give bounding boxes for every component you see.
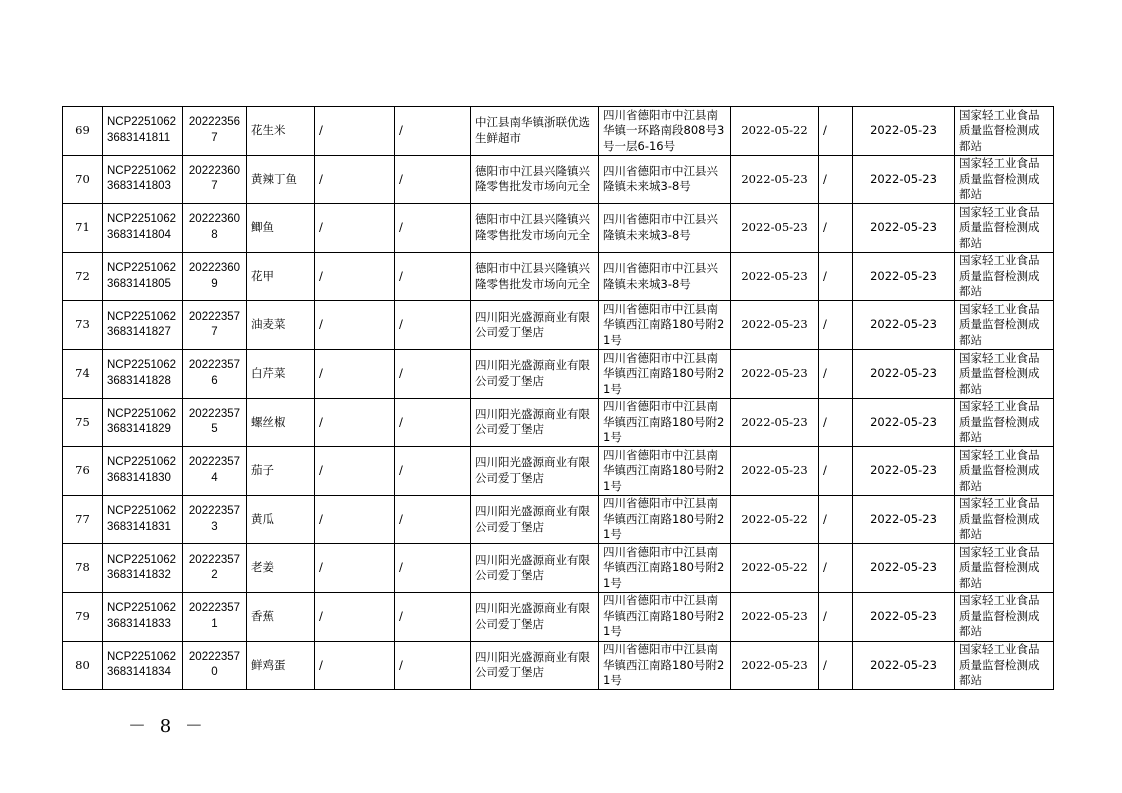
sampling-results-table (62, 106, 1054, 690)
cell-spec: / (315, 252, 395, 301)
cell-sampled-unit: 四川阳光盛源商业有限公司爱丁堡店 (471, 398, 599, 447)
cell-sample-code: NCP2251062 3683141811 (103, 107, 183, 156)
cell-brand: / (395, 495, 471, 544)
cell-brand: / (395, 301, 471, 350)
cell-sample-name: 茄子 (247, 447, 315, 496)
cell-sampling-date: 2022-05-23 (853, 107, 955, 156)
cell-sample-code: NCP2251062 3683141829 (103, 398, 183, 447)
table-body (63, 107, 1054, 690)
cell-sampled-address: 四川省德阳市中江县南华镇西江南路180号附21号 (599, 349, 731, 398)
cell-sample-name: 油麦菜 (247, 301, 315, 350)
cell-spec: / (315, 592, 395, 641)
cell-sampled-unit: 四川阳光盛源商业有限公司爱丁堡店 (471, 447, 599, 496)
table-row (63, 495, 1054, 544)
cell-testing-agency: 国家轻工业食品质量监督检测成都站 (955, 301, 1054, 350)
cell-sample-code: NCP2251062 3683141830 (103, 447, 183, 496)
cell-testing-agency: 国家轻工业食品质量监督检测成都站 (955, 544, 1054, 593)
cell-sampled-address: 四川省德阳市中江县兴隆镇未来城3-8号 (599, 155, 731, 204)
cell-sample-code: NCP2251062 3683141803 (103, 155, 183, 204)
table-row (63, 544, 1054, 593)
cell-sampled-address: 四川省德阳市中江县兴隆镇未来城3-8号 (599, 204, 731, 253)
cell-sample-name: 花生米 (247, 107, 315, 156)
cell-seq: 69 (63, 107, 103, 156)
cell-sampling-date: 2022-05-23 (853, 301, 955, 350)
cell-sampled-unit: 德阳市中江县兴隆镇兴隆零售批发市场向元全 (471, 155, 599, 204)
table-row (63, 155, 1054, 204)
cell-sample-name: 白芹菜 (247, 349, 315, 398)
cell-sampled-address: 四川省德阳市中江县兴隆镇未来城3-8号 (599, 252, 731, 301)
cell-sample-code: NCP2251062 3683141805 (103, 252, 183, 301)
cell-sampled-address: 四川省德阳市中江县南华镇西江南路180号附21号 (599, 301, 731, 350)
cell-sampled-unit: 四川阳光盛源商业有限公司爱丁堡店 (471, 349, 599, 398)
cell-category: / (819, 155, 853, 204)
cell-sample-name: 香蕉 (247, 592, 315, 641)
cell-spec: / (315, 641, 395, 690)
cell-batch-no: 202223607 (183, 155, 247, 204)
cell-sampling-date: 2022-05-23 (853, 641, 955, 690)
cell-sampled-unit: 中江县南华镇浙联优选生鲜超市 (471, 107, 599, 156)
cell-seq: 70 (63, 155, 103, 204)
cell-production-date: 2022-05-23 (731, 301, 819, 350)
cell-spec: / (315, 349, 395, 398)
table-row (63, 592, 1054, 641)
cell-sampling-date: 2022-05-23 (853, 398, 955, 447)
cell-sample-code: NCP2251062 3683141804 (103, 204, 183, 253)
cell-sample-code: NCP2251062 3683141827 (103, 301, 183, 350)
cell-sampling-date: 2022-05-23 (853, 155, 955, 204)
cell-seq: 72 (63, 252, 103, 301)
cell-category: / (819, 204, 853, 253)
cell-sampled-address: 四川省德阳市中江县南华镇西江南路180号附21号 (599, 398, 731, 447)
table-row (63, 301, 1054, 350)
cell-production-date: 2022-05-22 (731, 107, 819, 156)
cell-seq: 74 (63, 349, 103, 398)
cell-seq: 73 (63, 301, 103, 350)
cell-testing-agency: 国家轻工业食品质量监督检测成都站 (955, 204, 1054, 253)
cell-production-date: 2022-05-22 (731, 495, 819, 544)
cell-category: / (819, 301, 853, 350)
cell-brand: / (395, 592, 471, 641)
cell-brand: / (395, 107, 471, 156)
table-row (63, 349, 1054, 398)
cell-sampled-unit: 四川阳光盛源商业有限公司爱丁堡店 (471, 301, 599, 350)
cell-sampling-date: 2022-05-23 (853, 544, 955, 593)
cell-category: / (819, 544, 853, 593)
cell-sampling-date: 2022-05-23 (853, 204, 955, 253)
cell-sampled-address: 四川省德阳市中江县南华镇一环路南段808号3号一层6-16号 (599, 107, 731, 156)
cell-sampled-address: 四川省德阳市中江县南华镇西江南路180号附21号 (599, 592, 731, 641)
cell-sampled-unit: 德阳市中江县兴隆镇兴隆零售批发市场向元全 (471, 204, 599, 253)
cell-category: / (819, 252, 853, 301)
cell-sample-name: 螺丝椒 (247, 398, 315, 447)
cell-seq: 75 (63, 398, 103, 447)
cell-sample-name: 黄辣丁鱼 (247, 155, 315, 204)
table-row (63, 107, 1054, 156)
page-number: － 8 － (128, 716, 207, 737)
cell-sampling-date: 2022-05-23 (853, 252, 955, 301)
cell-sampling-date: 2022-05-23 (853, 447, 955, 496)
cell-production-date: 2022-05-22 (731, 544, 819, 593)
cell-batch-no: 202223570 (183, 641, 247, 690)
cell-batch-no: 202223571 (183, 592, 247, 641)
cell-spec: / (315, 398, 395, 447)
cell-testing-agency: 国家轻工业食品质量监督检测成都站 (955, 252, 1054, 301)
cell-production-date: 2022-05-23 (731, 252, 819, 301)
cell-brand: / (395, 155, 471, 204)
cell-spec: / (315, 447, 395, 496)
cell-sampled-address: 四川省德阳市中江县南华镇西江南路180号附21号 (599, 495, 731, 544)
cell-spec: / (315, 301, 395, 350)
cell-testing-agency: 国家轻工业食品质量监督检测成都站 (955, 447, 1054, 496)
cell-sample-name: 鲫鱼 (247, 204, 315, 253)
cell-seq: 79 (63, 592, 103, 641)
cell-brand: / (395, 349, 471, 398)
cell-testing-agency: 国家轻工业食品质量监督检测成都站 (955, 641, 1054, 690)
cell-sample-name: 鲜鸡蛋 (247, 641, 315, 690)
cell-category: / (819, 398, 853, 447)
cell-category: / (819, 495, 853, 544)
cell-batch-no: 202223574 (183, 447, 247, 496)
cell-sampled-unit: 德阳市中江县兴隆镇兴隆零售批发市场向元全 (471, 252, 599, 301)
cell-testing-agency: 国家轻工业食品质量监督检测成都站 (955, 398, 1054, 447)
cell-brand: / (395, 544, 471, 593)
cell-testing-agency: 国家轻工业食品质量监督检测成都站 (955, 349, 1054, 398)
cell-sampling-date: 2022-05-23 (853, 592, 955, 641)
cell-brand: / (395, 252, 471, 301)
cell-sampling-date: 2022-05-23 (853, 495, 955, 544)
table-row (63, 204, 1054, 253)
cell-testing-agency: 国家轻工业食品质量监督检测成都站 (955, 592, 1054, 641)
cell-seq: 78 (63, 544, 103, 593)
cell-brand: / (395, 204, 471, 253)
cell-production-date: 2022-05-23 (731, 592, 819, 641)
cell-category: / (819, 447, 853, 496)
cell-batch-no: 202223609 (183, 252, 247, 301)
cell-sampling-date: 2022-05-23 (853, 349, 955, 398)
cell-batch-no: 202223577 (183, 301, 247, 350)
cell-category: / (819, 641, 853, 690)
cell-seq: 80 (63, 641, 103, 690)
cell-sample-name: 花甲 (247, 252, 315, 301)
cell-testing-agency: 国家轻工业食品质量监督检测成都站 (955, 107, 1054, 156)
cell-spec: / (315, 155, 395, 204)
cell-sampled-address: 四川省德阳市中江县南华镇西江南路180号附21号 (599, 641, 731, 690)
cell-category: / (819, 592, 853, 641)
cell-sample-code: NCP2251062 3683141832 (103, 544, 183, 593)
cell-batch-no: 202223575 (183, 398, 247, 447)
cell-sample-code: NCP2251062 3683141834 (103, 641, 183, 690)
cell-category: / (819, 107, 853, 156)
cell-spec: / (315, 107, 395, 156)
cell-sample-code: NCP2251062 3683141831 (103, 495, 183, 544)
cell-sampled-unit: 四川阳光盛源商业有限公司爱丁堡店 (471, 641, 599, 690)
cell-seq: 71 (63, 204, 103, 253)
cell-sample-code: NCP2251062 3683141828 (103, 349, 183, 398)
table-row (63, 641, 1054, 690)
cell-brand: / (395, 447, 471, 496)
cell-brand: / (395, 398, 471, 447)
cell-sampled-unit: 四川阳光盛源商业有限公司爱丁堡店 (471, 592, 599, 641)
cell-sampled-address: 四川省德阳市中江县南华镇西江南路180号附21号 (599, 447, 731, 496)
cell-spec: / (315, 544, 395, 593)
cell-batch-no: 202223567 (183, 107, 247, 156)
cell-production-date: 2022-05-23 (731, 447, 819, 496)
cell-sample-code: NCP2251062 3683141833 (103, 592, 183, 641)
cell-batch-no: 202223608 (183, 204, 247, 253)
cell-batch-no: 202223576 (183, 349, 247, 398)
cell-spec: / (315, 495, 395, 544)
cell-sampled-address: 四川省德阳市中江县南华镇西江南路180号附21号 (599, 544, 731, 593)
table-row (63, 252, 1054, 301)
cell-sample-name: 老姜 (247, 544, 315, 593)
cell-spec: / (315, 204, 395, 253)
cell-batch-no: 202223573 (183, 495, 247, 544)
cell-testing-agency: 国家轻工业食品质量监督检测成都站 (955, 495, 1054, 544)
cell-brand: / (395, 641, 471, 690)
table-row (63, 447, 1054, 496)
cell-production-date: 2022-05-23 (731, 398, 819, 447)
table-row (63, 398, 1054, 447)
cell-production-date: 2022-05-23 (731, 641, 819, 690)
cell-batch-no: 202223572 (183, 544, 247, 593)
cell-sample-name: 黄瓜 (247, 495, 315, 544)
cell-seq: 77 (63, 495, 103, 544)
cell-production-date: 2022-05-23 (731, 155, 819, 204)
cell-production-date: 2022-05-23 (731, 349, 819, 398)
cell-production-date: 2022-05-23 (731, 204, 819, 253)
cell-sampled-unit: 四川阳光盛源商业有限公司爱丁堡店 (471, 495, 599, 544)
cell-seq: 76 (63, 447, 103, 496)
cell-testing-agency: 国家轻工业食品质量监督检测成都站 (955, 155, 1054, 204)
cell-sampled-unit: 四川阳光盛源商业有限公司爱丁堡店 (471, 544, 599, 593)
cell-category: / (819, 349, 853, 398)
